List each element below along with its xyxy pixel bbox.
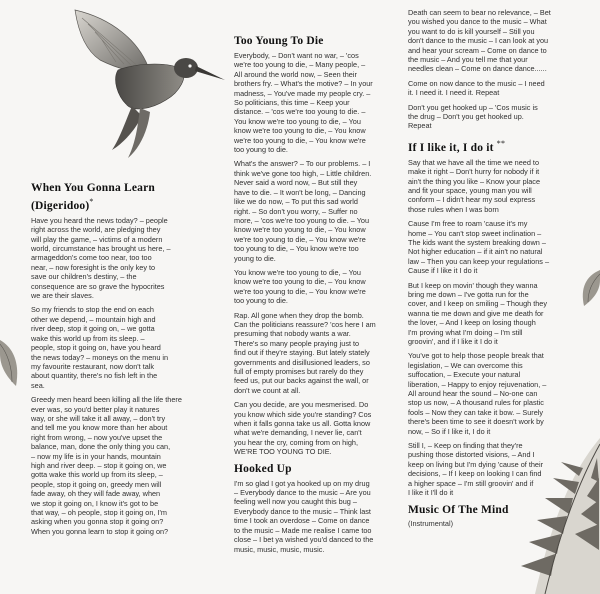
hummingbird-illustration <box>0 0 230 165</box>
song-title-if-i-like-it <box>408 137 580 155</box>
lyrics-paragraph: You've got to help those people break that legislation, – We can overcome this suffocation, – Execute your natural liberation, – Happy to enjoy rejuvenation, – All around hear the sound – No-one can stop us now, – A thousand rules for plastic fools – Now they can take it bow. – Surely there's been time to see it doesn't work by now, – So if I like it, I do it <box>408 351 547 436</box>
lyrics-paragraph: I'm so glad I got ya hooked up on my drug – Everybody dance to the music – Are you feeling well now you caught this bug – Everybody dance to the music – Think last time I took an overdose – Come on dance to the music – Made me realise I came too close – I bet ya wished you'd danced to the music, music, music, music. <box>234 478 374 554</box>
lyrics-paragraph: Can you decide, are you mesmerised. Do you know which side you're standing? Cos when it falls gonna take us all. Gotta know what we're demanding, I never lie, can't you hear the cry, coming from on high, WE'RE TOO YOUNG TO DIE. <box>234 400 372 457</box>
lyrics-paragraph: You know we're too young to die, – You know we're too young to die, – You know we're too young to die, – You know we're too young to die. <box>234 267 366 306</box>
column-1 <box>31 182 216 541</box>
lyrics-paragraph: Come on now dance to the music – I need it. I need it. I need it. Repeat <box>408 78 545 98</box>
column-2 <box>234 35 402 559</box>
song-title-mark: * <box>89 197 94 206</box>
column-3 <box>408 8 580 528</box>
lyrics-paragraph: Everybody, – Don't want no war, – 'cos we're too young to die, – Many people, – All around the world now, – Seen their brothers fry. – What's the motive? – In your madness, – You've made my people cry. – So politicians, this time – Keep your distance. – 'cos we're too young to die. – You know we're too young to die, – You know we're too young to die, – You know we're too young to die, – You know we're too young to die. <box>234 51 373 155</box>
song-title-subtitle: (Digeridoo) <box>31 199 90 212</box>
lyrics-paragraph: So my friends to stop the end on each other we depend, – mountain high and river deep, stop it going on, – we gotta wake this world up from its sleep. – people, stop it going on, have you heard the news today? – moneys on the menu in my favourite restaurant, now don't talk about quantity, there's no fish left in the sea. <box>31 305 169 390</box>
song-title-music-of-the-mind <box>408 504 580 517</box>
song-title-text: Hooked Up <box>234 462 292 475</box>
instrumental-note: (Instrumental) <box>408 518 454 528</box>
lyrics-paragraph: Death can seem to bear no relevance, – Bet you wished you dance to the music – What you want to do is kill yourself – Still you don't dance to the music – I can look at you and hear your scream – Come on dance to the music – And you tell me that your needles clean – Come on dance dance...... <box>408 8 551 74</box>
lyrics-paragraph: But I keep on movin' though they wanna bring me down – I've gotta run for the cover, and I keep on smiling – Though they wanna tie me down and give me death for the lover, – And I keep on losing though I'm proving what I'm doing – I'm still groovin', and if I like it I do it <box>408 280 548 347</box>
lyrics-paragraph: Rap. All gone when they drop the bomb. Can the politicians reassure? 'cos here I am presuming that nobody wants a war. There's so many people praying just to find out if they're staying. But lately stately governments and disillusioned leaders, so full of empty promises but rarely do they feed us, put our backs against the wall, or don't we count at all. <box>234 310 376 395</box>
lyrics-paragraph: What's the answer? – To our problems. – I think we've gone too high, – Little children. Never said a word now, – But still they have to die. – It won't be long, – Dancing like we do now, – To put this sad world right. – So don't you worry, – Suffer no more, – 'cos we're too young to die. – You know we're too young to die, – You know we're too young to die, – You know we're too young to die, – You know we're too young to die. <box>234 159 372 263</box>
lyrics-paragraph: Still I, – Keep on finding that they're pushing those distorted visions, – And I keep on living but I'm dying 'cause of their decisions, – If I keep on looking I can find a higher space – I'm still groovin' and if I like it I'll do it <box>408 441 544 498</box>
song-title-text: When You Gonna Learn <box>31 182 156 194</box>
lyrics-paragraph: Have you heard the news today? – people right across the world, are pledging they will play the game, – victims of a modern world, circumstance has brought us here, – armageddon's come too near, too too near, – now foresight is the only key to save our children's destiny, – the consequence are so grave the hypocrites we are their slaves. <box>31 215 171 301</box>
song-title-when-you-gonna-learn <box>31 182 216 213</box>
lyrics-paragraph: Cause I'm free to roam 'cause it's my home – You can't stop sweet inclination – The kids want the system breaking down – Not higher education – if it ain't no natural law – Then you can keep your regulations – Cause if I like it I do it <box>408 219 550 276</box>
lyrics-paragraph: Don't you get hooked up – 'Cos music is the drug – Don't you get hooked up. Repeat <box>408 102 538 131</box>
lyrics-paragraph: Say that we have all the time we need to make it right – Don't hurry for nobody if it ain't the thing you like – Know your place and fit your space, young man you will conform – I didn't hear my soul express those rules when I was born <box>408 157 541 214</box>
song-title-text: Too Young To Die <box>234 35 324 47</box>
lyrics-paragraph: Greedy men heard been killing all the life there ever was, so you'd better play it natures way, or she will take it all away, – don't try and tell me you know more than her about right from wrong, – now you've upset the balance, man, done the only thing you can, – now my life is in your hands, mountain high and river deep. – stop it going on, we gotta wake this world up from its sleep, – people, stop it going on, greedy men will fade away, oh they will fade away, when we stop it going on, I know it's got to be that way, – oh people, stop it going on, I'm asking when you gonna stop it going on? When you gonna learn to stop it going on? <box>31 395 182 536</box>
song-title-text: Music Of The Mind <box>408 503 509 516</box>
feather-leaf-left-illustration <box>0 338 22 388</box>
song-title-too-young-to-die <box>234 35 402 48</box>
feather-leaf-right-illustration <box>578 268 600 308</box>
song-title-mark: ** <box>496 138 506 148</box>
song-title-text: If I like it, I do it <box>408 141 494 154</box>
song-title-hooked-up <box>234 463 402 476</box>
